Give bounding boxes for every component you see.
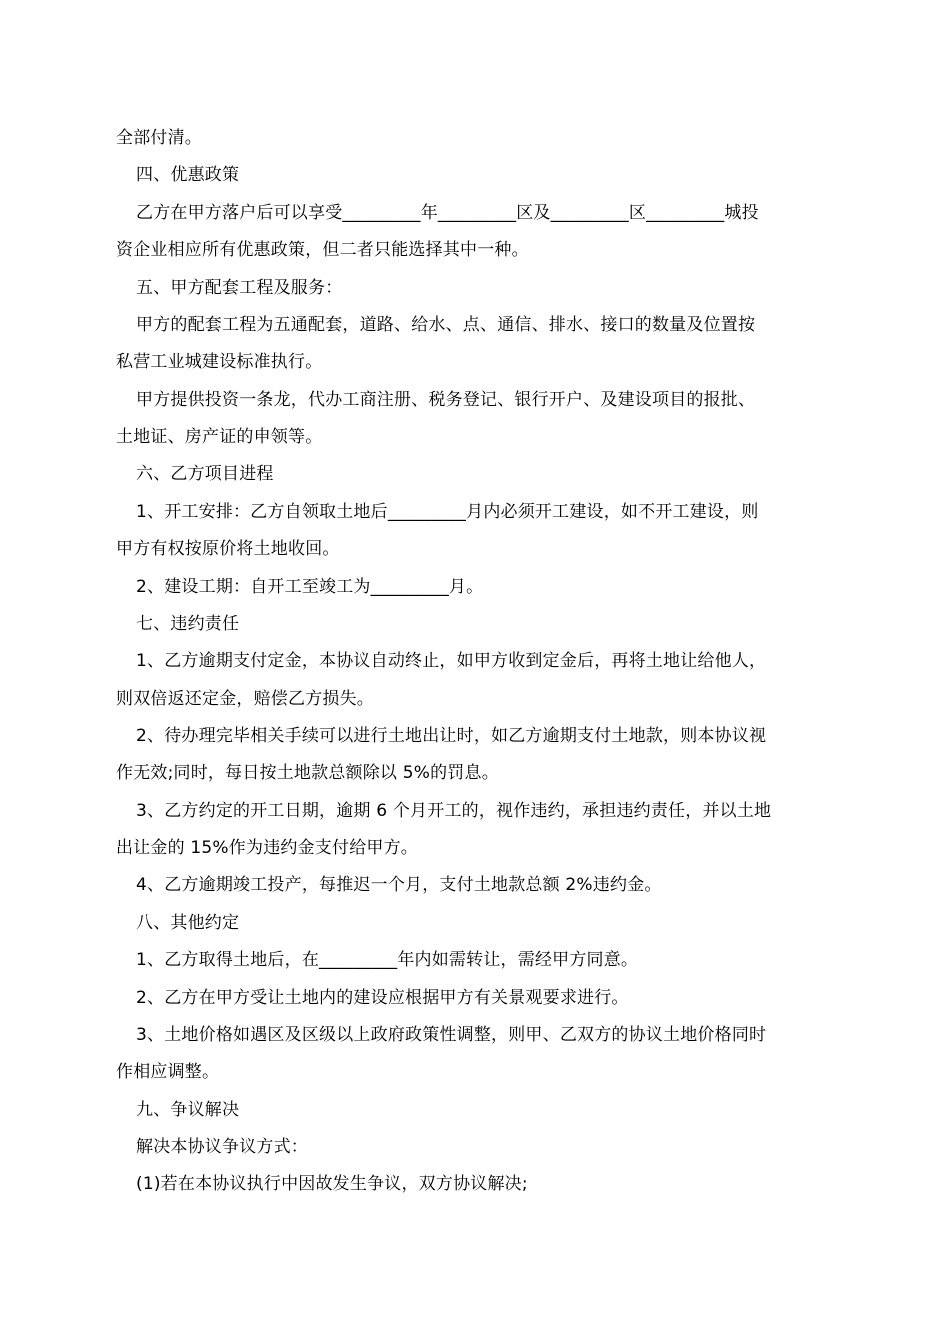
text-line: 3、土地价格如遇区及区级以上政府政策性调整，则甲、乙双方的协议土地价格同时: [136, 1025, 767, 1045]
text-line: 甲方提供投资一条龙，代办工商注册、税务登记、银行开户、及建设项目的报批、: [136, 390, 756, 410]
text-line: 甲方的配套工程为五通配套，道路、给水、点、通信、排水、接口的数量及位置按: [136, 315, 756, 335]
text-line: 2、待办理完毕相关手续可以进行土地出让时，如乙方逾期支付土地款，则本协议视: [136, 726, 767, 746]
section-heading-5: 五、甲方配套工程及服务：: [136, 278, 343, 298]
text-line: 1、乙方取得土地后，在_________年内如需转让，需经甲方同意。: [136, 950, 639, 970]
text-line: 1、开工安排：乙方自领取土地后_________月内必须开工建设，如不开工建设，则: [136, 502, 759, 522]
section-heading-4: 四、优惠政策: [136, 165, 240, 185]
text-line: 则双倍返还定金，赔偿乙方损失。: [116, 689, 374, 709]
text-line: 作无效;同时，每日按土地款总额除以 5%的罚息。: [116, 763, 499, 783]
section-heading-6: 六、乙方项目进程: [136, 464, 274, 484]
text-line: 甲方有权按原价将土地收回。: [116, 539, 340, 559]
text-line: 3、乙方约定的开工日期，逾期 6 个月开工的，视作违约，承担违约责任，并以土地: [136, 801, 772, 821]
text-line: 作相应调整。: [116, 1062, 220, 1082]
text-line: 1、乙方逾期支付定金，本协议自动终止，如甲方收到定金后，再将土地让给他人，: [136, 651, 767, 671]
text-line: (1)若在本协议执行中因故发生争议，双方协议解决;: [136, 1174, 528, 1194]
text-line: 全部付清。: [116, 128, 202, 148]
text-line: 2、乙方在甲方受让土地内的建设应根据甲方有关景观要求进行。: [136, 988, 629, 1008]
text-line: 私营工业城建设标准执行。: [116, 352, 323, 372]
text-line: 资企业相应所有优惠政策，但二者只能选择其中一种。: [116, 240, 529, 260]
section-heading-8: 八、其他约定: [136, 913, 240, 933]
text-line: 土地证、房产证的申领等。: [116, 427, 323, 447]
text-line: 出让金的 15%作为违约金支付给甲方。: [116, 838, 418, 858]
text-line: 乙方在甲方落户后可以享受_________年_________区及_________区_________城投: [136, 203, 759, 223]
section-heading-7: 七、违约责任: [136, 614, 240, 634]
text-line: 4、乙方逾期竣工投产，每推迟一个月，支付土地款总额 2%违约金。: [136, 875, 662, 895]
section-heading-9: 九、争议解决: [136, 1100, 240, 1120]
text-line: 2、建设工期：自开工至竣工为_________月。: [136, 577, 484, 597]
text-line: 解决本协议争议方式：: [136, 1137, 308, 1157]
